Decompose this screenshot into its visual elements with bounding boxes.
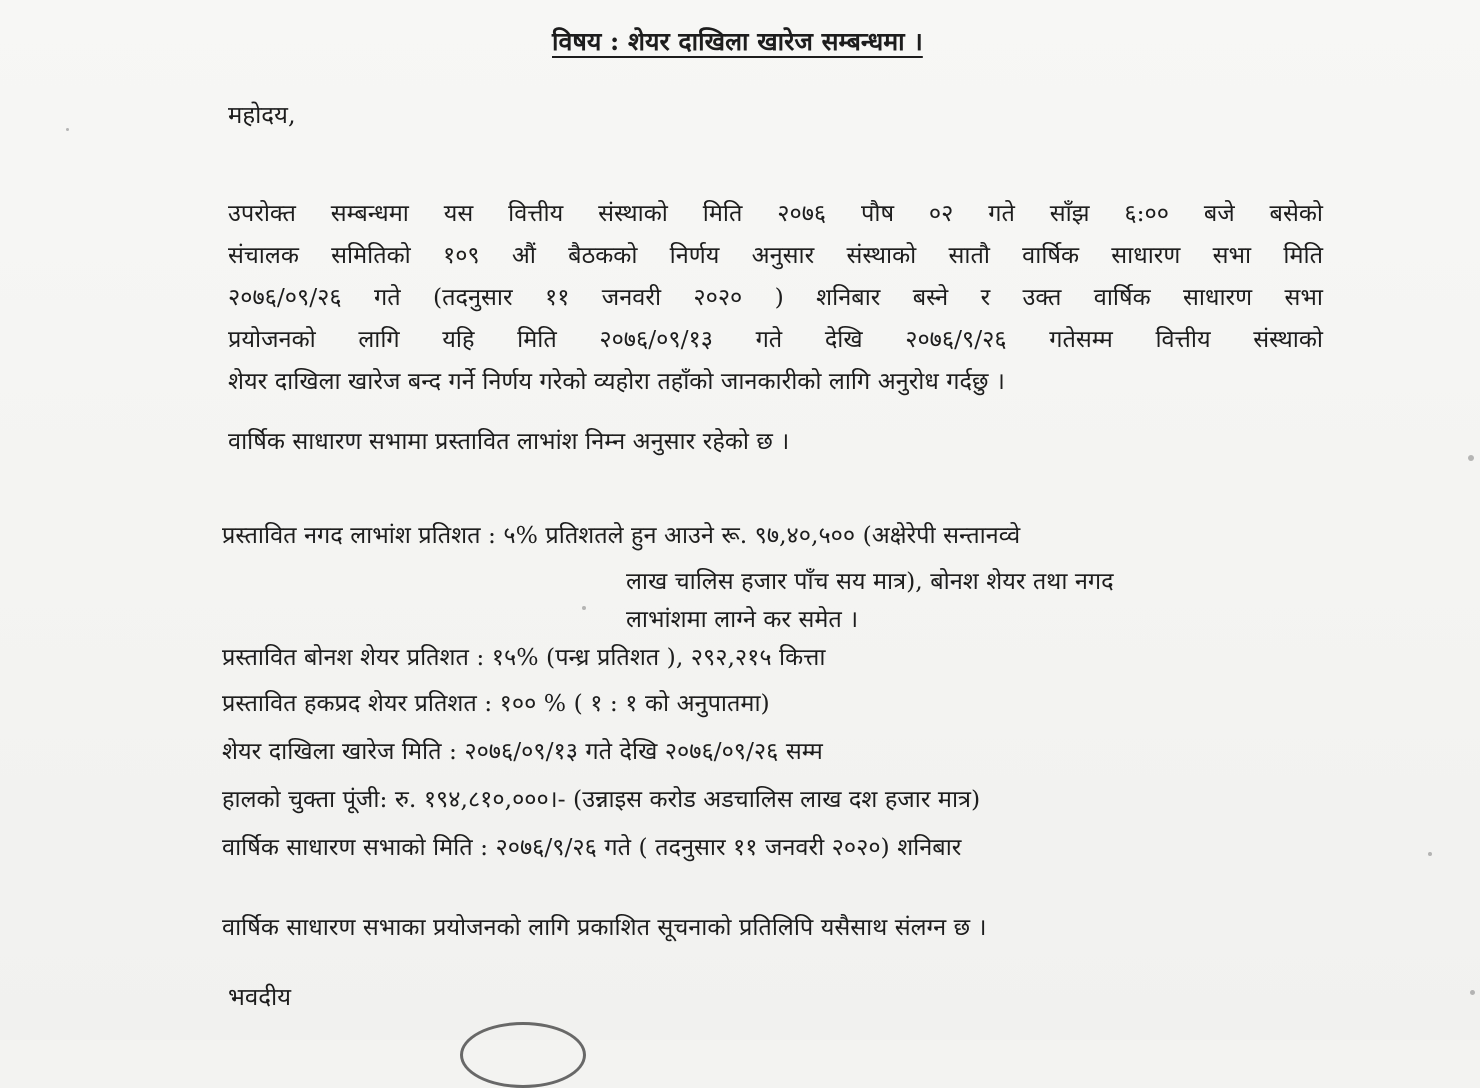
scan-speck — [582, 606, 586, 610]
right-share-line: प्रस्तावित हकप्रद शेयर प्रतिशत : १०० % ( १ : १ को अनुपातमा) — [222, 689, 770, 717]
paragraph-attachment: वार्षिक साधारण सभाका प्रयोजनको लागि प्रकाशित सूचनाको प्रतिलिपि यसैसाथ संलग्न छ । — [222, 913, 987, 941]
scan-speck — [66, 128, 69, 131]
paragraph-line: शेयर दाखिला खारेज बन्द गर्ने निर्णय गरेको व्यहोरा तहाँको जानकारीको लागि अनुरोध गर्दछु । — [228, 367, 1005, 395]
paragraph-book-closure — [228, 192, 1323, 402]
scan-speck — [1468, 455, 1474, 461]
agm-date-line: वार्षिक साधारण सभाको मिति : २०७६/९/२६ गते ( तदनुसार ११ जनवरी २०२०) शनिबार — [222, 833, 962, 861]
bonus-share-line: प्रस्तावित बोनश शेयर प्रतिशत : १५% (पन्ध्र प्रतिशत ), २९२,२१५ कित्ता — [222, 643, 826, 671]
paragraph-line: संचालक समितिको १०९ औं बैठकको निर्णय अनुसार संस्थाको सातौ वार्षिक साधारण सभा मिति — [228, 241, 1323, 269]
stamp-seal — [460, 1022, 586, 1088]
paragraph-line: २०७६/०९/२६ गते (तदनुसार ११ जनवरी २०२० ) शनिबार बस्ने र उक्त वार्षिक साधारण सभा — [228, 283, 1323, 311]
cash-dividend-continuation: लाभांशमा लाग्ने कर समेत । — [626, 605, 859, 633]
scan-speck — [1470, 990, 1475, 995]
cash-dividend-continuation: लाख चालिस हजार पाँच सय मात्र), बोनश शेयर तथा नगद — [626, 567, 1114, 595]
scan-speck — [1428, 852, 1432, 856]
paid-up-capital-line: हालको चुक्ता पूंजी: रु. १९४,८१०,०००।- (उन्नाइस करोड अडचालिस लाख दश हजार मात्र) — [222, 785, 981, 813]
letter-subject: विषय : शेयर दाखिला खारेज सम्बन्धमा । — [552, 27, 923, 56]
paragraph-dividend-intro: वार्षिक साधारण सभामा प्रस्तावित लाभांश निम्न अनुसार रहेको छ । — [228, 427, 790, 455]
closing-signoff: भवदीय — [228, 983, 292, 1011]
paragraph-line: उपरोक्त सम्बन्धमा यस वित्तीय संस्थाको मिति २०७६ पौष ०२ गते साँझ ६:०० बजे बसेको — [228, 199, 1323, 227]
salutation: महोदय, — [228, 101, 296, 129]
paragraph-line: प्रयोजनको लागि यहि मिति २०७६/०९/१३ गते देखि २०७६/९/२६ गतेसम्म वित्तीय संस्थाको — [228, 325, 1323, 353]
book-close-date-line: शेयर दाखिला खारेज मिति : २०७६/०९/१३ गते देखि २०७६/०९/२६ सम्म — [222, 737, 823, 765]
cash-dividend-line: प्रस्तावित नगद लाभांश प्रतिशत : ५% प्रतिशतले हुन आउने रू. ९७,४०,५०० (अक्षेरेपी सन्तानव्वे — [222, 521, 1021, 549]
